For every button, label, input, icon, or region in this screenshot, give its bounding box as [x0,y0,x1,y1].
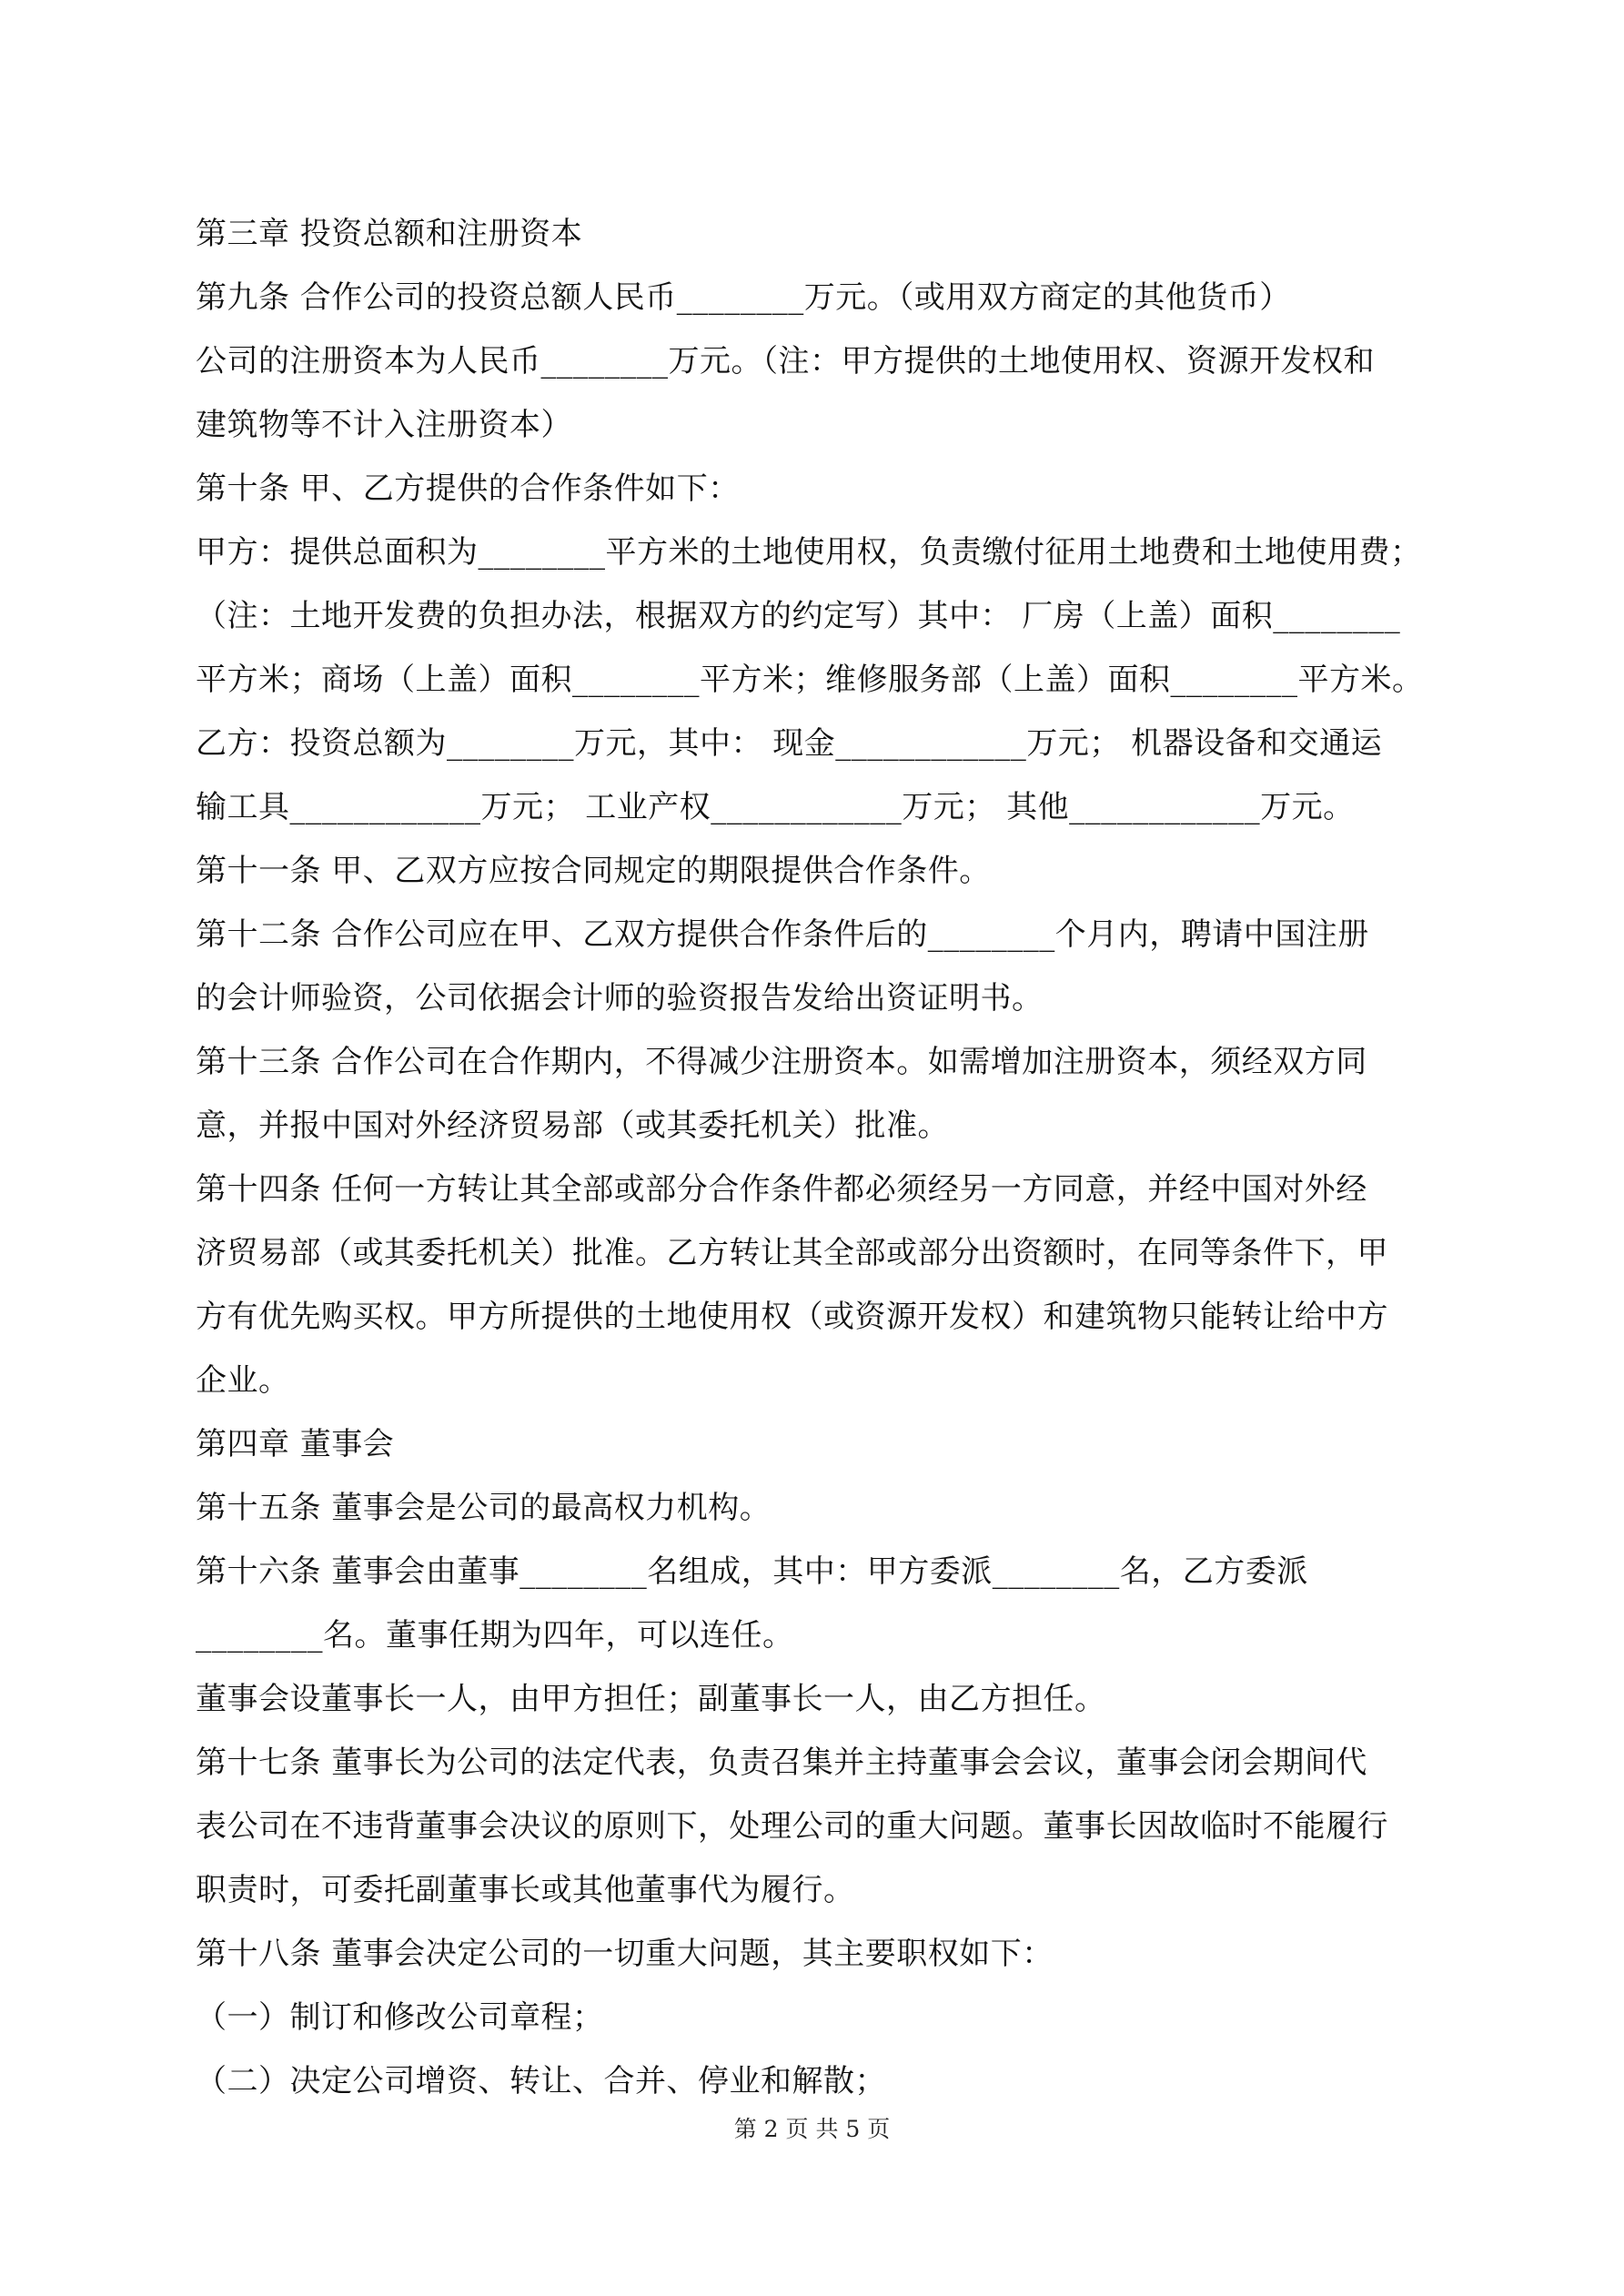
text-line: 的会计师验资，公司依据会计师的验资报告发给出资证明书。 [196,980,1044,1017]
text-line: 意，并报中国对外经济贸易部（或其委托机关）批准。 [196,1108,949,1144]
text-line: 济贸易部（或其委托机关）批准。乙方转让其全部或部分出资额时，在同等条件下，甲 [196,1235,1388,1271]
text-line: 企业。 [196,1362,290,1399]
text-line: 方有优先购买权。甲方所提供的土地使用权（或资源开发权）和建筑物只能转让给中方 [196,1299,1388,1335]
text-line: 第九条 合作公司的投资总额人民币________万元。（或用双方商定的其他货币） [196,279,1291,316]
chapter-heading: 第四章 董事会 [196,1426,395,1462]
document-body [196,202,1442,2113]
text-line: 输工具____________万元； 工业产权____________万元； 其他____________万元。 [196,789,1355,825]
chapter-heading: 第三章 投资总额和注册资本 [196,216,583,252]
text-line: （二）决定公司增资、转让、合并、停业和解散； [196,2063,886,2099]
text-line: 第十三条 合作公司在合作期内，不得减少注册资本。如需增加注册资本，须经双方同 [196,1044,1367,1080]
text-line: 第十六条 董事会由董事________名组成，其中：甲方委派________名，乙方委派 [196,1553,1308,1590]
text-line: 第十八条 董事会决定公司的一切重大问题，其主要职权如下： [196,1936,1054,1972]
text-line: 第十五条 董事会是公司的最高权力机构。 [196,1490,772,1526]
text-line: （一）制订和修改公司章程； [196,1999,604,2036]
text-line: 第十二条 合作公司应在甲、乙双方提供合作条件后的________个月内，聘请中国注册 [196,916,1369,953]
text-line: 乙方：投资总额为________万元，其中： 现金____________万元； 机器设备和交通运 [196,725,1383,762]
text-line: 第十一条 甲、乙双方应按合同规定的期限提供合作条件。 [196,853,991,889]
text-line: 职责时，可委托副董事长或其他董事代为履行。 [196,1872,855,1908]
text-line: 第十条 甲、乙方提供的合作条件如下： [196,470,740,507]
text-line: 平方米；商场（上盖）面积________平方米；维修服务部（上盖）面积________平方米。 [196,662,1424,698]
text-line: 表公司在不违背董事会决议的原则下，处理公司的重大问题。董事长因故临时不能履行 [196,1808,1388,1845]
text-line: 建筑物等不计入注册资本） [196,407,572,443]
text-line: 董事会设董事长一人，由甲方担任；副董事长一人，由乙方担任。 [196,1681,1106,1717]
page-number-footer: 第 2 页 共 5 页 [733,2116,891,2142]
text-line: 第十七条 董事长为公司的法定代表，负责召集并主持董事会会议，董事会闭会期间代 [196,1745,1367,1781]
text-line: （注：土地开发费的负担办法，根据双方的约定写）其中： 厂房（上盖）面积________ [196,598,1401,634]
text-line: ________名。董事任期为四年，可以连任。 [196,1617,794,1654]
text-line: 公司的注册资本为人民币________万元。（注：甲方提供的土地使用权、资源开发权和 [196,343,1375,379]
text-line: 甲方：提供总面积为________平方米的土地使用权，负责缴付征用土地费和土地使用费； [196,534,1422,571]
text-line: 第十四条 任何一方转让其全部或部分合作条件都必须经另一方同意，并经中国对外经 [196,1171,1367,1208]
